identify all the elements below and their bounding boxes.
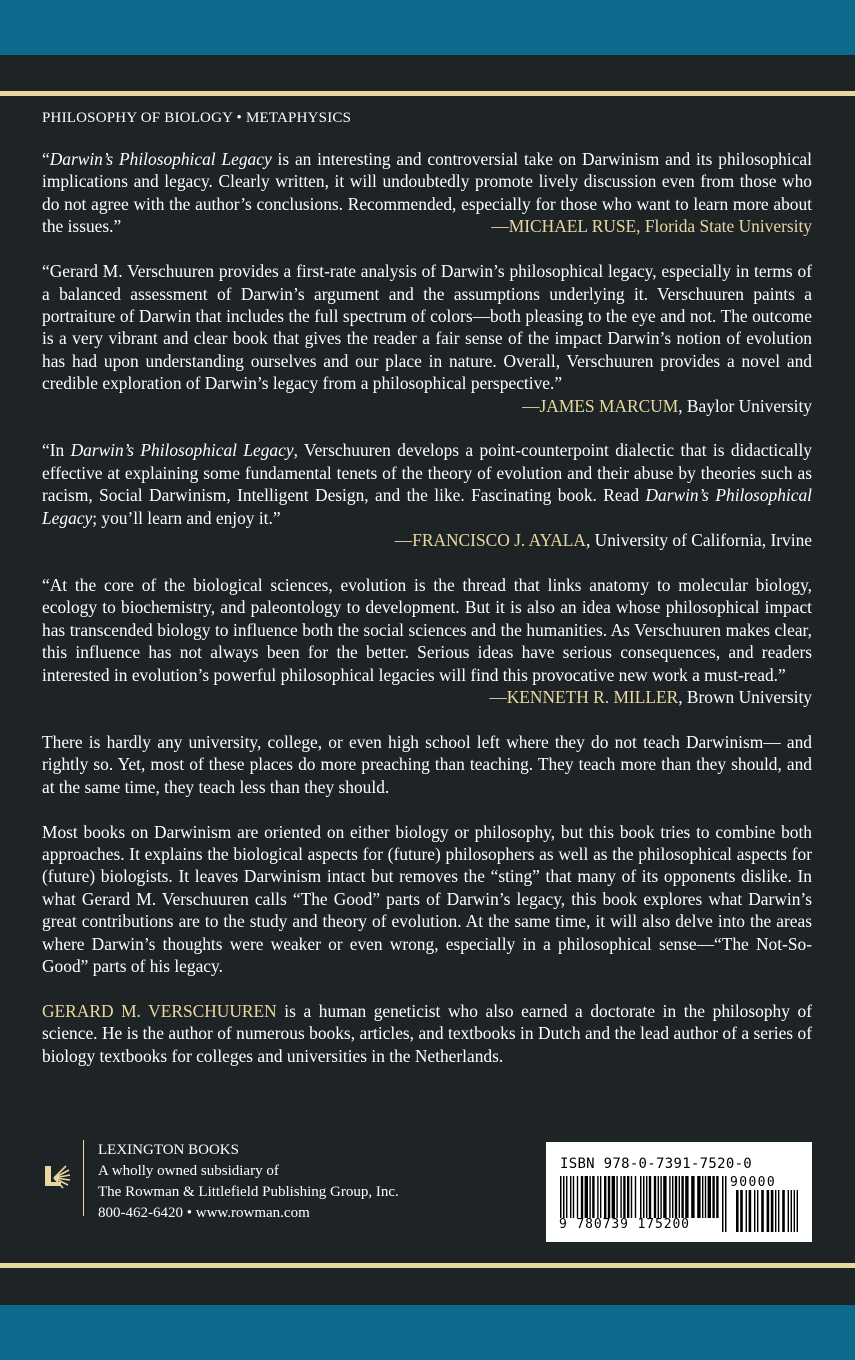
- barcode-bar: [697, 1176, 700, 1218]
- bottom-gold-rule: [0, 1263, 855, 1268]
- barcode-bar: [658, 1176, 659, 1218]
- barcode-bar: [740, 1190, 743, 1232]
- endorser-name: JAMES MARCUM: [539, 395, 679, 416]
- description-paragraph-2: Most books on Darwinism are oriented on either biology or philosophy, but this book tries to combine both approaches. It explains the biological aspects for (future) philosophers as well as the philosophical aspects for (future) biologists. It leaves Darwinism intact but removes the “sting” that many of its opponents dislike. In what Gerard M. Verschuuren calls “The Good” parts of Darwin’s legacy, this book explores what Darwin’s great contributions are to the study and theory of evolution. At the same time, it will also delve into the areas where Darwin’s thoughts were weaker or even wrong, especially in a philosophical sense—“The Not-So-Good” parts of his legacy.: [42, 821, 812, 977]
- barcode-bar: [708, 1176, 711, 1218]
- endorsement-marcum: “Gerard M. Verschuuren provides a first-rate analysis of Darwin’s philosophical legacy, especially in terms of a balanced assessment of Darwin’s argument and the assumptions underlying it. Verschuuren paints a portraiture of Darwin that includes the full spectrum of colors—both pleasing to the eye and not. The outcome is a very vibrant and clear book that gives the reader a fair sense of the impact Darwin’s notion of evolution has had upon understanding ourselves and our place in nature. Overall, Verschuuren provides a novel and credible exploration of Darwin’s legacy from a philosophical perspective.” —JAMES MARCUM, Baylor University: [42, 261, 812, 416]
- description-paragraph-1: There is hardly any university, college, or even high school left where they do not teach Darwinism— and rightly so. Yet, most of these places do more preaching than teaching. They teach more than they should, and at the same time, they teach less than they should.: [42, 731, 812, 797]
- barcode-bar: [675, 1176, 677, 1218]
- barcode-bar: [754, 1190, 755, 1232]
- barcode-bar: [712, 1176, 714, 1218]
- barcode-bar: [672, 1176, 673, 1218]
- barcode-bar: [654, 1176, 656, 1218]
- barcode-bar: [604, 1176, 606, 1218]
- barcode-bar: [612, 1176, 615, 1218]
- barcode-bar: [722, 1176, 724, 1232]
- barcode-bar: [623, 1176, 625, 1218]
- author-name: GERARD M. VERSCHUUREN: [42, 1001, 277, 1021]
- barcode-bar: [705, 1176, 706, 1218]
- publisher-contact: 800-462-6420 • www.rowman.com: [98, 1205, 310, 1221]
- barcode-bar: [681, 1176, 683, 1218]
- book-title: Darwin’s Philosophical Legacy: [42, 485, 812, 528]
- barcode-bar: [600, 1176, 601, 1218]
- endorsement-ayala: “In Darwin’s Philosophical Legacy, Verschuuren develops a point-counterpoint dialectic that is didactically effective at explaining some fundamental tenets of the theory of evolution and their abuse by theories such as racism, Social Darwinism, Intelligent Design, and the like. Fascinating book. Read Darwin’s Philosophical Legacy; you’ll learn and enjoy it.” —FRANCISCO J. AYALA, University of California, Irvine: [42, 440, 812, 551]
- barcode-bar: [631, 1176, 632, 1218]
- barcode-bar: [581, 1176, 583, 1218]
- author-bio: GERARD M. VERSCHUUREN is a human geneticist who also earned a doctorate in the philosophy of science. He is the author of numerous books, articles, and textbooks in Dutch and the lead author of a series of biology textbooks for colleges and universities in the Netherlands.: [42, 1001, 812, 1066]
- barcode-bar: [679, 1176, 680, 1218]
- barcode-bar: [794, 1190, 795, 1232]
- barcode-bar: [736, 1190, 739, 1232]
- barcode-bar: [620, 1176, 621, 1218]
- barcode-bar: [749, 1190, 752, 1232]
- barcode-bar: [635, 1176, 636, 1218]
- barcode-bar: [782, 1190, 785, 1232]
- barcode-bar: [702, 1176, 703, 1218]
- endorsement-attribution: —KENNETH R. MILLER, Brown University: [489, 687, 812, 708]
- endorsement-attribution: —JAMES MARCUM, Baylor University: [522, 395, 812, 416]
- endorser-name: FRANCISCO J. AYALA: [412, 530, 586, 551]
- lexington-logo-icon: [42, 1160, 72, 1190]
- barcode-bar: [589, 1176, 590, 1218]
- barcode-bar: [597, 1176, 598, 1218]
- barcode-bar: [685, 1176, 688, 1218]
- barcode-bar: [691, 1176, 694, 1218]
- barcode-bar: [577, 1176, 578, 1218]
- barcode-ean-digits: 9 780739 175200: [559, 1217, 690, 1232]
- bottom-color-band: [0, 1305, 855, 1360]
- barcode-bar: [761, 1190, 764, 1232]
- back-cover-content: [42, 108, 812, 1090]
- barcode-bar: [757, 1190, 758, 1232]
- barcode-bar: [767, 1190, 770, 1232]
- category-line: PHILOSOPHY OF BIOLOGY • METAPHYSICS: [42, 110, 352, 126]
- barcode-addon-digits: 90000: [730, 1175, 777, 1190]
- top-color-band: [0, 0, 855, 55]
- barcode-bar: [573, 1176, 574, 1218]
- barcode-bar: [646, 1176, 647, 1218]
- barcode-bar: [669, 1176, 670, 1218]
- book-title: Darwin’s Philosophical Legacy: [70, 440, 294, 461]
- barcode-bar: [660, 1176, 661, 1218]
- barcode-bar: [616, 1176, 617, 1218]
- barcode-bar: [775, 1190, 776, 1232]
- book-title: Darwin’s Philosophical Legacy: [49, 149, 272, 169]
- publisher-block: [42, 1140, 482, 1221]
- barcode-bar: [649, 1176, 651, 1218]
- endorsement-attribution: —MICHAEL RUSE, Florida State University: [491, 216, 812, 237]
- barcode-bar: [797, 1190, 798, 1232]
- endorsement-miller: “At the core of the biological sciences, evolution is the thread that links anatomy to molecular biology, ecology to biochemistry, and paleontology to development. But it is also an idea whose philosophical impact has transcended biology to influence both the social sciences and the humanities. As Verschuuren makes clear, this influence has not always been for the better. Serious ideas have serious consequences, and readers interested in evolution’s powerful philosophical legacies will find this provocative new work a must-read.” —KENNETH R. MILLER, Brown University: [42, 575, 812, 708]
- barcode-bar: [771, 1190, 774, 1232]
- publisher-divider: [83, 1140, 84, 1216]
- publisher-info: LEXINGTON BOOKS A wholly owned subsidiary of The Rowman & Littlefield Publishing Group, Inc. 800-462-6420 • www.rowman.com: [98, 1140, 399, 1224]
- barcode-bar: [746, 1190, 747, 1232]
- barcode-bar: [778, 1190, 779, 1232]
- barcode-bar: [791, 1190, 792, 1232]
- endorser-name: MICHAEL RUSE: [508, 216, 637, 237]
- barcode-bar: [716, 1176, 718, 1218]
- barcode-bar: [585, 1176, 588, 1218]
- barcode-bar: [570, 1176, 571, 1218]
- endorsement-attribution: —FRANCISCO J. AYALA, University of California, Irvine: [394, 530, 812, 551]
- barcode-bar: [725, 1176, 727, 1232]
- barcode-bar: [627, 1176, 629, 1218]
- barcode-bar: [788, 1190, 789, 1232]
- barcode-bar: [608, 1176, 610, 1218]
- barcode-bar: [592, 1176, 594, 1218]
- isbn-barcode: [546, 1142, 812, 1242]
- isbn-text: ISBN 978-0-7391-7520-0: [560, 1156, 753, 1172]
- barcode-bar: [663, 1176, 666, 1218]
- endorser-name: KENNETH R. MILLER: [506, 687, 679, 708]
- barcode-bar: [566, 1176, 567, 1218]
- publisher-name: LEXINGTON BOOKS: [98, 1142, 239, 1158]
- endorsement-ruse: “Darwin’s Philosophical Legacy is an interesting and controversial take on Darwinism and its philosophical implications and legacy. Clearly written, it will undoubtedly promote lively discussion even from those who do not agree with the author’s conclusions. Recommended, especially for those who want to learn more about the issues.” —MICHAEL RUSE, Florida State University: [42, 149, 812, 237]
- top-gold-rule: [0, 91, 855, 96]
